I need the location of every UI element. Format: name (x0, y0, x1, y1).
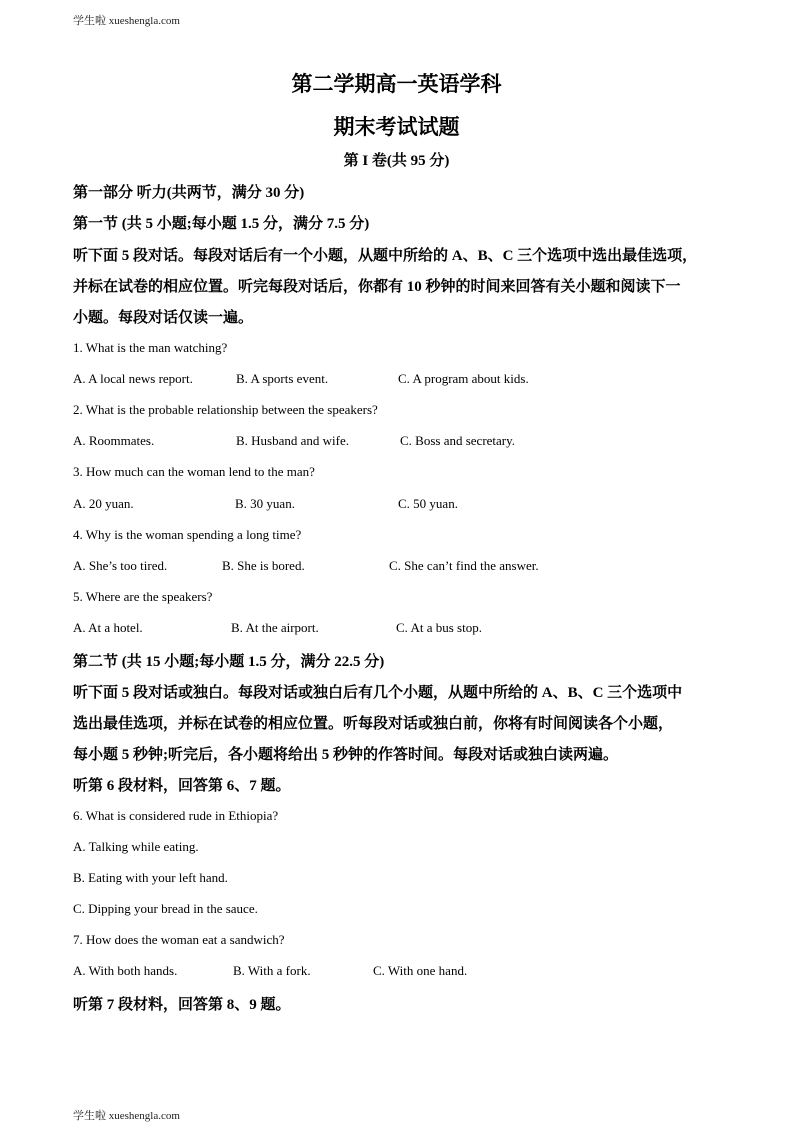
question-stem: 4. Why is the woman spending a long time? (73, 527, 302, 542)
option-b: B. 30 yuan. (235, 496, 295, 511)
section2-instruction-line: 每小题 5 秒钟;听完后，各小题将给出 5 秒钟的作答时间。每段对话或独白读两遍。 (73, 747, 618, 763)
question-stem: 3. How much can the woman lend to the man? (73, 464, 315, 479)
option-c: C. A program about kids. (398, 371, 529, 386)
section2-instruction-line: 选出最佳选项，并标在试卷的相应位置。听每段对话或独白前，你将有时间阅读各个小题， (73, 716, 674, 732)
section2-instruction-line: 听下面 5 段对话或独白。每段对话或独白后有几个小题，从题中所给的 A、B、C 三个选项中 (73, 685, 683, 701)
option-c: C. Boss and secretary. (400, 433, 516, 448)
exam-subtitle: 期末考试试题 (333, 115, 460, 139)
option-a: A. Roommates. (73, 433, 155, 448)
option-a: A. A local news report. (73, 371, 193, 386)
option-a: A. She’s too tired. (73, 558, 168, 573)
option-b: B. Eating with your left hand. (73, 870, 228, 885)
option-a: A. At a hotel. (73, 620, 143, 635)
option-a: A. With both hands. (73, 963, 178, 978)
option-b: B. With a fork. (233, 963, 311, 978)
section1-heading: 第一节 (共 5 小题;每小题 1.5 分，满分 7.5 分) (73, 216, 370, 232)
option-b: B. At the airport. (231, 620, 319, 635)
option-c: C. She can’t find the answer. (389, 558, 539, 573)
option-a: A. 20 yuan. (73, 496, 134, 511)
option-a: A. Talking while eating. (73, 839, 199, 854)
option-c: C. At a bus stop. (396, 620, 482, 635)
option-b: B. Husband and wife. (236, 433, 350, 448)
question-stem: 7. How does the woman eat a sandwich? (73, 932, 285, 947)
option-b: B. A sports event. (236, 371, 329, 386)
page-header: 学生啦 xueshengla.com (73, 15, 180, 27)
option-c: C. Dipping your bread in the sauce. (73, 901, 258, 916)
exam-title: 第二学期高一英语学科 (291, 72, 502, 96)
material-heading: 听第 6 段材料，回答第 6、7 题。 (73, 778, 291, 794)
option-c: C. With one hand. (373, 963, 468, 978)
section1-instruction-line: 小题。每段对话仅读一遍。 (73, 310, 254, 326)
section1-instruction-line: 并标在试卷的相应位置。听完每段对话后，你都有 10 秒钟的时间来回答有关小题和阅读下一 (73, 279, 681, 295)
question-stem: 2. What is the probable relationship between the speakers? (73, 402, 378, 417)
section2-heading: 第二节 (共 15 小题;每小题 1.5 分，满分 22.5 分) (73, 654, 385, 670)
part1-heading: 第一部分 听力(共两节，满分 30 分) (73, 185, 305, 201)
material-heading: 听第 7 段材料，回答第 8、9 题。 (73, 997, 291, 1013)
option-b: B. She is bored. (222, 558, 305, 573)
question-stem: 6. What is considered rude in Ethiopia? (73, 808, 279, 823)
question-stem: 1. What is the man watching? (73, 340, 228, 355)
volume-title: 第 I 卷(共 95 分) (343, 153, 450, 169)
question-stem: 5. Where are the speakers? (73, 589, 213, 604)
section1-instruction-line: 听下面 5 段对话。每段对话后有一个小题，从题中所给的 A、B、C 三个选项中选出最佳选项， (73, 248, 698, 264)
option-c: C. 50 yuan. (398, 496, 458, 511)
page-footer: 学生啦 xueshengla.com (73, 1110, 180, 1122)
